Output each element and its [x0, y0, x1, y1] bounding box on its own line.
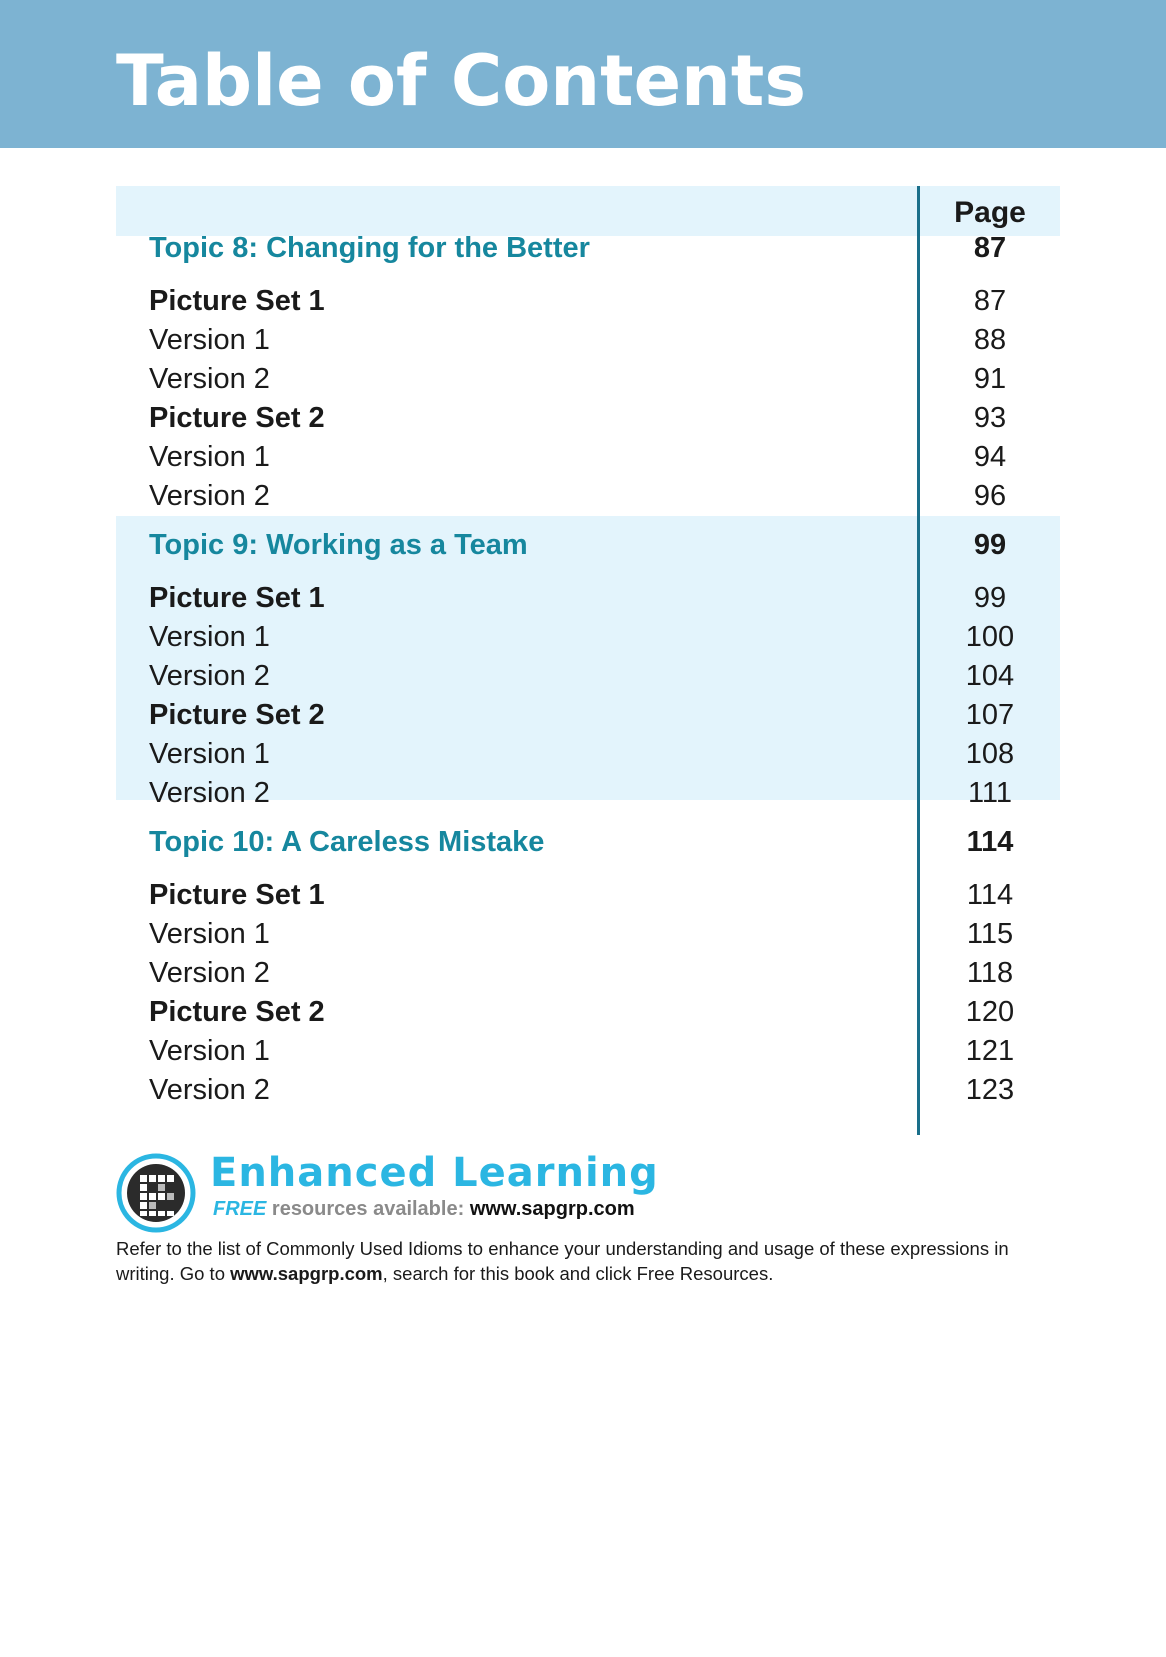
toc-entry-page: 96 [973, 480, 1007, 512]
toc-version-row[interactable] [116, 621, 1060, 660]
toc-entry-label: Picture Set 1 [149, 879, 325, 911]
toc-entry-label: Version 2 [149, 957, 270, 989]
table-of-contents [116, 186, 1060, 1135]
toc-entry-page: 114 [966, 879, 1014, 911]
toc-entry-label: Picture Set 1 [149, 582, 325, 614]
page-column-heading: Page [954, 196, 1026, 229]
toc-entry-label: Version 2 [149, 363, 270, 395]
toc-version-row[interactable] [116, 738, 1060, 777]
toc-entry-label: Version 2 [149, 1074, 270, 1106]
toc-entry-page: 91 [973, 363, 1007, 395]
toc-entry-label: Version 1 [149, 324, 270, 356]
toc-entry-page: 88 [973, 324, 1007, 356]
resources-note [116, 1236, 1061, 1286]
page-header [0, 0, 1166, 148]
toc-entry-page: 120 [965, 996, 1015, 1028]
toc-picture-set-row[interactable] [116, 285, 1060, 324]
toc-version-row[interactable] [116, 1074, 1060, 1113]
toc-entry-page: 114 [966, 826, 1014, 858]
toc-entry-label: Picture Set 1 [149, 285, 325, 317]
brand-tagline [213, 1198, 635, 1221]
toc-entry-page: 93 [973, 402, 1007, 434]
toc-entry-label: Version 1 [149, 441, 270, 473]
brand-url[interactable]: www.sapgrp.com [469, 1198, 635, 1220]
toc-topic-row[interactable] [116, 826, 1060, 865]
toc-picture-set-row[interactable] [116, 699, 1060, 738]
toc-topic-row[interactable] [116, 232, 1060, 271]
resources-label: resources available: [271, 1198, 465, 1220]
toc-entry-page: 87 [973, 285, 1007, 317]
toc-entry-page: 99 [973, 529, 1007, 561]
toc-entry-page: 107 [965, 699, 1015, 731]
toc-entry-page: 87 [973, 232, 1007, 264]
toc-entry-label: Picture Set 2 [149, 402, 325, 434]
toc-entry-label: Picture Set 2 [149, 699, 325, 731]
toc-entry-label: Version 2 [149, 480, 270, 512]
toc-version-row[interactable] [116, 363, 1060, 402]
toc-version-row[interactable] [116, 660, 1060, 699]
toc-entry-page: 115 [966, 918, 1014, 950]
toc-version-row[interactable] [116, 1035, 1060, 1074]
toc-picture-set-row[interactable] [116, 996, 1060, 1035]
toc-entry-page: 108 [965, 738, 1015, 770]
note-text-1: Refer to the list of Commonly Used Idioms to enhance your understanding and usage of these expressions in writing. Go to [116, 1238, 1009, 1284]
free-label: FREE [213, 1198, 267, 1220]
toc-entry-label: Version 2 [149, 660, 270, 692]
toc-entry-label: Topic 10: A Careless Mistake [149, 826, 545, 858]
toc-entry-label: Version 2 [149, 777, 270, 809]
toc-version-row[interactable] [116, 480, 1060, 519]
note-url[interactable]: www.sapgrp.com [230, 1263, 383, 1284]
enhanced-learning-logo-icon [116, 1153, 196, 1233]
toc-entry-page: 111 [967, 777, 1013, 809]
toc-entry-page: 121 [965, 1035, 1015, 1067]
toc-entry-label: Topic 9: Working as a Team [149, 529, 528, 561]
toc-entry-page: 94 [973, 441, 1007, 473]
toc-entry-page: 99 [973, 582, 1007, 614]
toc-entry-label: Topic 8: Changing for the Better [149, 232, 590, 264]
toc-entry-page: 104 [965, 660, 1015, 692]
toc-entry-page: 123 [965, 1074, 1015, 1106]
page-title: Table of Contents [116, 40, 807, 122]
toc-entry-label: Version 1 [149, 738, 270, 770]
toc-topic-row[interactable] [116, 529, 1060, 568]
toc-entry-label: Picture Set 2 [149, 996, 325, 1028]
toc-version-row[interactable] [116, 918, 1060, 957]
toc-entry-label: Version 1 [149, 918, 270, 950]
toc-version-row[interactable] [116, 441, 1060, 480]
brand-name: Enhanced Learning [210, 1150, 659, 1196]
toc-version-row[interactable] [116, 324, 1060, 363]
note-text-2: , search for this book and click Free Resources. [382, 1263, 774, 1284]
toc-version-row[interactable] [116, 957, 1060, 996]
toc-entry-label: Version 1 [149, 1035, 270, 1067]
toc-entry-page: 100 [965, 621, 1015, 653]
toc-picture-set-row[interactable] [116, 402, 1060, 441]
toc-entry-label: Version 1 [149, 621, 270, 653]
toc-picture-set-row[interactable] [116, 879, 1060, 918]
toc-picture-set-row[interactable] [116, 582, 1060, 621]
toc-entry-page: 118 [966, 957, 1014, 989]
toc-version-row[interactable] [116, 777, 1060, 816]
